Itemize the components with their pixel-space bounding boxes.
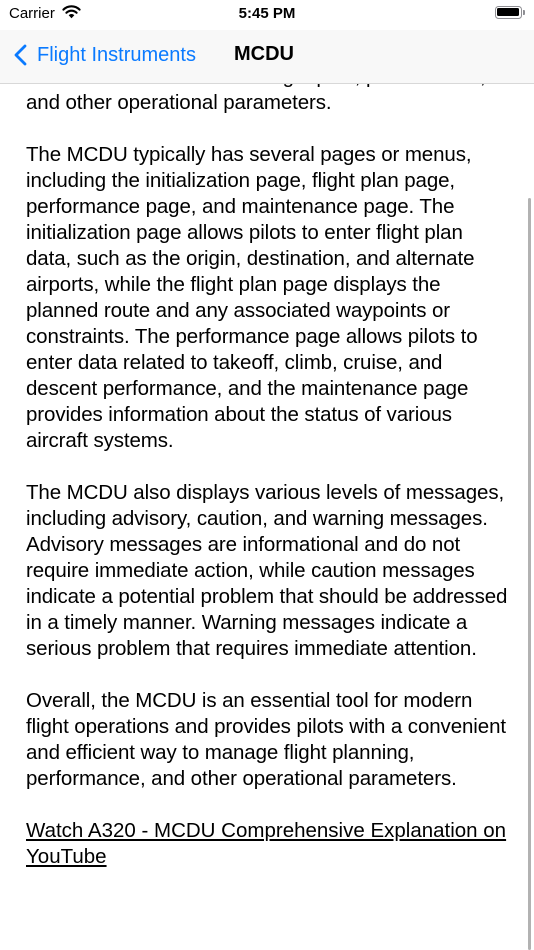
page-title: MCDU — [234, 43, 294, 65]
status-time: 5:45 PM — [238, 5, 296, 22]
article-paragraph: The MCDU also displays various levels of messages, including advisory, caution, and warning messages. Advisory messages are informational and do not require immediate action, while caution messages indicate a potential problem that should be addressed in a timely manner. Warning messages indicate a serious problem that requires immediate attention. — [26, 481, 508, 660]
article-scroll-view[interactable] — [26, 84, 512, 950]
article-paragraph: Overall, the MCDU is an essential tool for modern flight operations and provides pilots with a convenient and efficient way to manage flight planning, performance, and other operational parameters. — [26, 689, 506, 790]
back-button[interactable] — [14, 40, 196, 70]
navigation-bar — [0, 30, 534, 84]
carrier-label: Carrier — [9, 5, 55, 22]
scrollbar[interactable] — [528, 198, 531, 950]
article-paragraph: and other operational parameters. — [26, 91, 332, 114]
chevron-left-icon — [14, 44, 27, 66]
article-body — [26, 64, 512, 870]
battery-icon — [495, 6, 525, 19]
youtube-link[interactable]: Watch A320 - MCDU Comprehensive Explanation on YouTube — [26, 819, 507, 868]
back-button-label: Flight Instruments — [37, 43, 196, 66]
status-bar — [0, 0, 534, 30]
article-paragraph: The MCDU typically has several pages or menus, including the initialization page, flight plan page, performance page, and maintenance page. The initialization page allows pilots to enter flight plan data, such as the origin, destination, and alternate airports, while the flight plan page displays the planned route and any associated waypoints or constraints. The performance page allows pilots to enter data related to takeoff, climb, cruise, and descent performance, and the maintenance page provides information about the status of various aircraft systems. — [26, 143, 478, 452]
